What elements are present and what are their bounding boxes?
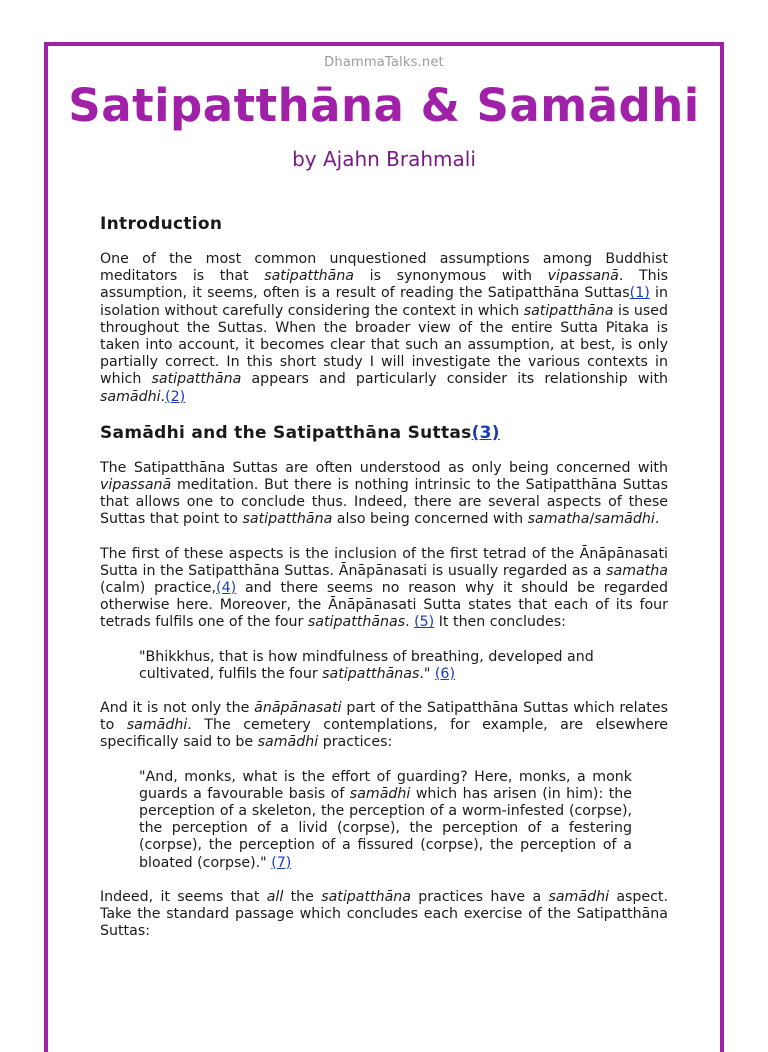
text-run: aspect. Take the standard passage which concludes each exercise of the Satipatthāna Suttas: (100, 888, 669, 940)
text-run: part of the Satipatthāna Suttas which relates to (100, 700, 668, 734)
text-run: appears and particularly consider its relationship with (241, 371, 668, 388)
italic-term: samādhi (548, 888, 610, 905)
italic-term: samādhi (349, 785, 411, 802)
text-run: the (283, 888, 322, 905)
section-heading-samadhi (100, 423, 668, 443)
italic-term: satipatthāna (523, 302, 614, 319)
text-run: . The cemetery contemplations, for example, are elsewhere specifically said to be (100, 717, 668, 751)
text-run: practices: (318, 734, 393, 751)
text-run: / (589, 511, 595, 528)
footnote-link-2[interactable]: (2) (165, 388, 186, 405)
author-byline: by Ajahn Brahmali (292, 147, 476, 171)
text-run: And it is not only the (100, 700, 255, 717)
text-run: is synonymous with (354, 268, 548, 285)
text-run: (calm) practice, (100, 580, 217, 597)
italic-term: all (266, 888, 284, 905)
text-run: meditation. But there is nothing intrinsic to the Satipatthāna Suttas that allows one to conclude thus. Indeed, there are several aspects of these Suttas that point to (100, 477, 668, 528)
document-page (44, 42, 724, 1052)
italic-term: samatha (606, 562, 668, 579)
text-run: . (160, 388, 166, 405)
article-body (100, 214, 668, 958)
italic-term: samādhi (594, 511, 655, 528)
italic-term: satipatthānas (307, 614, 406, 631)
text-run: . This assumption, it seems, often is a result of reading the Satipatthāna Suttas (100, 268, 668, 302)
footnote-link-4[interactable]: (4) (216, 580, 237, 597)
section-paragraph-1 (100, 460, 668, 529)
footnote-link-6[interactable]: (6) (434, 665, 455, 682)
text-run: practices have a (411, 888, 549, 905)
text-run: It then concludes: (434, 614, 566, 631)
text-run: which has arisen (in him): the perception of a skeleton, the perception of a worm-infested (corpse), the perception of a livid (corpse), the perception of a festering (corpse), the perception of a fissured (corpse), the perception of a bloated (corpse)." (139, 785, 632, 871)
italic-term: samatha (527, 511, 590, 528)
text-run: is used throughout the Suttas. When the broader view of the entire Sutta Pitaka is taken into account, it becomes clear that such an assumption, at best, is only partially correct. In this short study I will investigate the various contexts in which (100, 302, 668, 388)
italic-term: vipassanā (547, 268, 619, 285)
intro-paragraph (100, 251, 668, 406)
footnote-link-5[interactable]: (5) (414, 614, 435, 631)
text-run: One of the most common unquestioned assumptions among Buddhist meditators is that (100, 251, 668, 285)
section-heading-introduction: Introduction (100, 214, 223, 234)
text-run: Indeed, it seems that (100, 888, 267, 905)
italic-term: satipatthāna (321, 888, 411, 905)
text-run: The first of these aspects is the inclusion of the first tetrad of the Ānāpānasati Sutta in the Satipatthāna Suttas. Ānāpānasati is usually regarded as a (100, 545, 668, 579)
site-name: DhammaTalks.net (324, 55, 444, 70)
text-run: . (654, 511, 660, 528)
heading-text: Samādhi and the Satipatthāna Suttas (100, 422, 472, 443)
italic-term: satipatthāna (264, 268, 355, 285)
italic-term: samādhi (126, 717, 188, 734)
italic-term: samādhi (257, 734, 319, 751)
section-paragraph-2 (100, 546, 668, 632)
section-paragraph-4 (100, 889, 668, 941)
italic-term: satipatthānas (322, 665, 420, 682)
text-run: The Satipatthāna Suttas are often understood as only being concerned with (100, 459, 668, 476)
section-paragraph-3 (100, 700, 668, 752)
text-run: also being concerned with (332, 511, 528, 528)
italic-term: satipatthāna (242, 511, 333, 528)
footnote-link-3[interactable]: (3) (471, 422, 500, 443)
footnote-link-1[interactable]: (1) (629, 285, 650, 302)
page-title: Satipatthāna & Samādhi (68, 79, 700, 132)
text-run: ." (419, 665, 435, 682)
text-run: . (405, 614, 415, 631)
text-run: in isolation without carefully considering the context in which (100, 285, 668, 319)
text-run: and there seems no reason why it should be regarded otherwise here. Moreover, the Ānāpānasati Sutta states that each of its four tetrads fulfils one of the four (100, 580, 668, 631)
text-run: "And, monks, what is the effort of guarding? Here, monks, a monk guards a favourable basis of (139, 768, 632, 802)
italic-term: ānāpānasati (254, 700, 342, 717)
footnote-link-7[interactable]: (7) (271, 854, 292, 871)
italic-term: satipatthāna (151, 371, 242, 388)
block-quote-1 (139, 649, 632, 683)
italic-term: vipassanā (100, 477, 172, 494)
text-run: "Bhikkhus, that is how mindfulness of breathing, developed and cultivated, fulfils the four (139, 648, 594, 682)
block-quote-2 (139, 769, 632, 872)
italic-term: samādhi (100, 388, 161, 405)
